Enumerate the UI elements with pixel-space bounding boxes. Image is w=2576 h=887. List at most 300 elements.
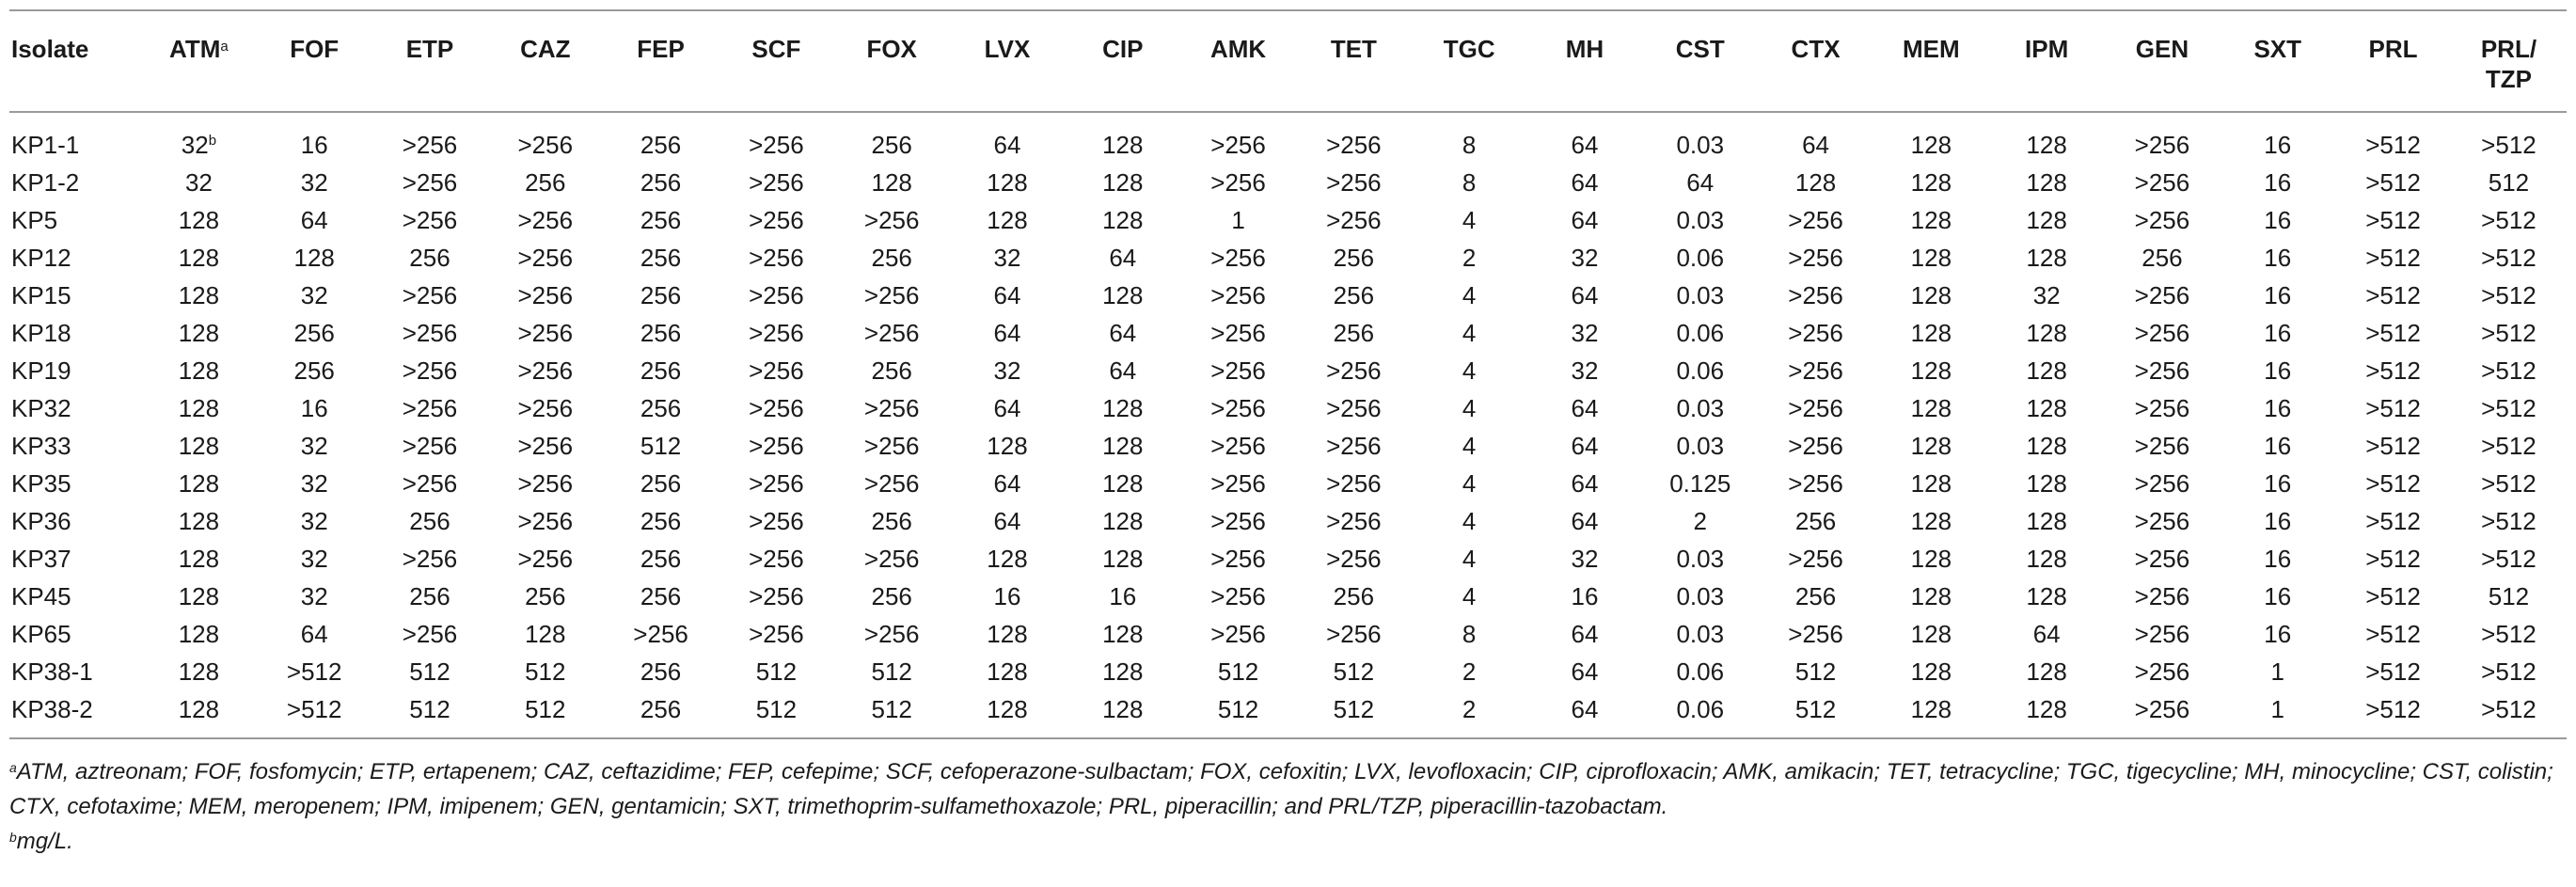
mic-value-cell (1412, 578, 1527, 615)
mic-value: 512 (1217, 657, 1259, 686)
mic-value-cell (487, 653, 603, 690)
mic-value-cell (719, 201, 834, 239)
mic-value: >256 (2134, 131, 2190, 159)
mic-value: 128 (178, 507, 220, 535)
mic-value-cell (2335, 615, 2451, 653)
mic-value: 128 (1910, 394, 1952, 422)
mic-value-cell (1180, 427, 1296, 465)
mic-value-cell (2335, 578, 2451, 615)
mic-value-cell (950, 389, 1066, 427)
mic-value-cell (603, 653, 719, 690)
mic-value: >256 (863, 545, 920, 573)
mic-value-cell (1065, 578, 1180, 615)
column-header-label: CIP (1102, 35, 1144, 63)
mic-value: 128 (1102, 432, 1144, 460)
mic-value: 256 (640, 582, 682, 610)
column-header-tet (1296, 10, 1412, 112)
mic-value: 1 (2270, 695, 2284, 723)
mic-value-cell (1412, 615, 1527, 653)
mic-value-cell (487, 690, 603, 737)
mic-value: >256 (1210, 244, 1266, 272)
mic-value-cell (719, 578, 834, 615)
table-row (9, 690, 2567, 737)
mic-value: 0.03 (1676, 206, 1725, 234)
mic-value-cell (487, 277, 603, 314)
mic-value-cell (141, 690, 257, 737)
mic-value: 128 (987, 432, 1028, 460)
mic-value-cell (1065, 427, 1180, 465)
mic-value-cell (2335, 277, 2451, 314)
column-header-label: AMK (1209, 35, 1267, 63)
mic-value: 128 (178, 319, 220, 347)
mic-value: 128 (1910, 507, 1952, 535)
mic-value: >256 (402, 469, 458, 498)
mic-value: >256 (2134, 356, 2190, 385)
mic-value-cell (1642, 112, 1758, 164)
mic-value-cell (487, 389, 603, 427)
mic-value: 64 (1109, 319, 1137, 347)
mic-value-cell (834, 540, 950, 578)
mic-value: >512 (2365, 620, 2421, 648)
mic-value-cell (1180, 578, 1296, 615)
table-row (9, 239, 2567, 277)
mic-value: 128 (1102, 695, 1144, 723)
mic-value: >256 (402, 319, 458, 347)
mic-value-cell (1065, 201, 1180, 239)
mic-value-cell (2451, 112, 2567, 164)
mic-value-cell (372, 201, 488, 239)
mic-value: >256 (402, 356, 458, 385)
mic-value: 128 (178, 657, 220, 686)
mic-value: 128 (178, 432, 220, 460)
mic-value-cell (1180, 615, 1296, 653)
mic-value: 128 (178, 394, 220, 422)
mic-value-cell (1180, 314, 1296, 352)
mic-value: >512 (2481, 394, 2536, 422)
mic-value: >256 (2134, 394, 2190, 422)
mic-value-cell (1065, 615, 1180, 653)
table-row (9, 112, 2567, 164)
mic-value-cell (372, 615, 488, 653)
mic-value: 256 (409, 507, 450, 535)
isolate-cell: KP65 (11, 620, 71, 648)
mic-value-cell (257, 239, 372, 277)
column-header-fep (603, 10, 719, 112)
mic-value: 32 (181, 131, 209, 159)
mic-value: 4 (1462, 356, 1477, 385)
mic-value: >512 (2365, 469, 2421, 498)
mic-value-cell (1758, 314, 1873, 352)
mic-value-cell (1873, 112, 1989, 164)
mic-value-cell (141, 164, 257, 201)
mic-value: >256 (1788, 620, 1843, 648)
mic-value: 256 (2141, 244, 2183, 272)
mic-value: 0.03 (1676, 432, 1725, 460)
mic-value: 256 (1333, 582, 1375, 610)
mic-value-cell (950, 615, 1066, 653)
mic-value: >256 (863, 432, 920, 460)
mic-value-cell (487, 427, 603, 465)
mic-value-cell (950, 201, 1066, 239)
mic-value-cell (257, 112, 372, 164)
mic-value-cell (487, 615, 603, 653)
mic-value-cell (141, 314, 257, 352)
mic-value-cell (257, 690, 372, 737)
mic-value-cell (2335, 201, 2451, 239)
mic-value-cell (1412, 653, 1527, 690)
mic-value: 512 (409, 695, 450, 723)
mic-value: 256 (640, 244, 682, 272)
mic-value: 128 (525, 620, 566, 648)
column-header-label: FOF (290, 35, 340, 63)
mic-value: >256 (1210, 582, 1266, 610)
column-header-label: FEP (637, 35, 685, 63)
mic-value-cell (834, 112, 950, 164)
mic-value-cell (372, 389, 488, 427)
mic-value: 512 (871, 695, 912, 723)
mic-value-cell (834, 578, 950, 615)
mic-value: >512 (2481, 545, 2536, 573)
mic-value-cell (1989, 578, 2105, 615)
mic-value: >512 (286, 695, 342, 723)
mic-value: 128 (178, 695, 220, 723)
mic-value: 16 (2264, 507, 2292, 535)
mic-value: 16 (2264, 620, 2292, 648)
mic-value: 16 (993, 582, 1021, 610)
mic-value-cell (950, 239, 1066, 277)
mic-value-cell (257, 389, 372, 427)
footnote-a-text: ATM, aztreonam; FOF, fosfomycin; ETP, ertapenem; CAZ, ceftazidime; FEP, cefepime; SCF, cefoperazone-sulbactam; FOX, cefoxitin; LVX, levofloxacin; CIP, ciprofloxacin; AMK, amikacin; TET, tetracycline; TGC, tigecycline; MH, minocycline; CST, colistin; CTX, cefotaxime; MEM, meropenem; IPM, imipenem; GEN, gentamicin; SXT, trimethoprim-sulfamethoxazole; PRL, piperacillin; and PRL/TZP, piperacillin-tazobactam. (9, 759, 2553, 819)
mic-value-cell (2451, 615, 2567, 653)
mic-value-cell (1296, 314, 1412, 352)
mic-value: 128 (1102, 545, 1144, 573)
mic-value: 256 (1333, 281, 1375, 309)
mic-value: 128 (987, 168, 1028, 197)
isolate-cell: KP38-1 (11, 657, 93, 686)
mic-value: 1 (1231, 206, 1245, 234)
mic-value-cell (1989, 465, 2105, 502)
mic-value: >256 (2134, 206, 2190, 234)
mic-value-cell (1642, 690, 1758, 737)
mic-value: 256 (525, 582, 566, 610)
mic-value-cell (2451, 314, 2567, 352)
mic-value-cell (834, 653, 950, 690)
mic-value: 128 (2026, 582, 2067, 610)
mic-value: 4 (1462, 507, 1477, 535)
mic-value-cell (1873, 164, 1989, 201)
mic-value: 32 (2032, 281, 2061, 309)
mic-value-cell (1873, 201, 1989, 239)
mic-value-cell (487, 164, 603, 201)
mic-value: 32 (993, 244, 1021, 272)
mic-value: >512 (2481, 469, 2536, 498)
mic-value-cell (1296, 164, 1412, 201)
mic-value: 32 (184, 168, 213, 197)
mic-value-cell (1527, 540, 1643, 578)
mic-value-cell (1527, 690, 1643, 737)
mic-value: >512 (2481, 507, 2536, 535)
footnote-a-mark: a (9, 760, 17, 775)
column-header-label: TET (1330, 35, 1377, 63)
mic-value-cell (719, 389, 834, 427)
mic-value-cell (603, 314, 719, 352)
mic-value: 32 (993, 356, 1021, 385)
mic-value-cell (1758, 653, 1873, 690)
mic-value: 512 (525, 657, 566, 686)
mic-value: 64 (993, 281, 1021, 309)
mic-value: 512 (1333, 657, 1375, 686)
footnote-b (9, 824, 2567, 859)
mic-value-cell (2105, 427, 2220, 465)
mic-value-cell (1065, 314, 1180, 352)
mic-value: 512 (2488, 168, 2530, 197)
mic-value: >256 (1210, 620, 1266, 648)
mic-value-cell (257, 540, 372, 578)
column-header-fox (834, 10, 950, 112)
mic-value-cell (603, 164, 719, 201)
mic-value-cell (1527, 502, 1643, 540)
mic-value: 512 (640, 432, 682, 460)
mic-value-cell (1527, 314, 1643, 352)
mic-value: 128 (871, 168, 912, 197)
mic-value-cell (603, 427, 719, 465)
column-header-tgc (1412, 10, 1527, 112)
mic-value-cell (603, 112, 719, 164)
column-header-label: TGC (1443, 35, 1495, 63)
mic-value-cell (719, 112, 834, 164)
mic-value-cell (834, 389, 950, 427)
mic-value: 512 (1217, 695, 1259, 723)
mic-value-cell (141, 465, 257, 502)
mic-value: >256 (2134, 432, 2190, 460)
mic-value: 0.06 (1676, 657, 1725, 686)
mic-value-cell (834, 164, 950, 201)
mic-value-cell (487, 502, 603, 540)
mic-value-cell (719, 164, 834, 201)
mic-value-cell (257, 352, 372, 389)
mic-value: 64 (2032, 620, 2061, 648)
mic-value-cell (1412, 427, 1527, 465)
mic-value-cell (487, 239, 603, 277)
mic-value: >256 (1210, 319, 1266, 347)
mic-value: 64 (1571, 281, 1599, 309)
mic-value-cell (1065, 465, 1180, 502)
mic-value: 64 (1571, 131, 1599, 159)
mic-value-cell (1412, 540, 1527, 578)
mic-value-cell (1180, 112, 1296, 164)
column-header-cip (1065, 10, 1180, 112)
table-row (9, 389, 2567, 427)
mic-value: >256 (863, 319, 920, 347)
mic-value-cell (372, 540, 488, 578)
mic-value: 128 (987, 695, 1028, 723)
mic-value: >512 (2365, 131, 2421, 159)
mic-value: 32 (300, 507, 328, 535)
mic-value-cell (834, 465, 950, 502)
mic-value-cell (2335, 540, 2451, 578)
mic-value: 32 (300, 582, 328, 610)
isolate-cell: KP38-2 (11, 695, 93, 723)
mic-value: 128 (2026, 131, 2067, 159)
mic-value-cell (834, 427, 950, 465)
mic-value: 512 (755, 657, 798, 686)
table-row (9, 615, 2567, 653)
mic-value-cell (141, 112, 257, 164)
mic-value-cell (141, 277, 257, 314)
isolate-cell: KP45 (11, 582, 71, 610)
mic-value-cell (1412, 389, 1527, 427)
mic-value: 128 (1910, 244, 1952, 272)
mic-value-cell (257, 653, 372, 690)
mic-value: 256 (640, 131, 682, 159)
mic-value-cell (1642, 615, 1758, 653)
mic-value: 128 (2026, 168, 2067, 197)
mic-value-cell (257, 277, 372, 314)
mic-value: 2 (1462, 695, 1477, 723)
mic-value: 256 (640, 281, 682, 309)
mic-value: 4 (1462, 206, 1477, 234)
mic-value-cell (1180, 164, 1296, 201)
mic-value: >256 (633, 620, 688, 648)
mic-value: 512 (2488, 582, 2530, 610)
mic-value-cell (2335, 112, 2451, 164)
isolate-cell: KP33 (11, 432, 71, 460)
mic-value-cell (1180, 465, 1296, 502)
mic-value-cell (1758, 389, 1873, 427)
mic-value: 0.06 (1676, 695, 1725, 723)
mic-value-cell (1989, 352, 2105, 389)
mic-value-cell (1989, 690, 2105, 737)
mic-value-cell (2220, 201, 2335, 239)
mic-value-cell (1642, 578, 1758, 615)
mic-value-cell (719, 690, 834, 737)
mic-value-cell (2220, 578, 2335, 615)
mic-value: 16 (2264, 281, 2292, 309)
mic-value: 16 (2264, 469, 2292, 498)
mic-value-cell (1873, 615, 1989, 653)
mic-value-cell (1527, 239, 1643, 277)
mic-value-cell (1296, 201, 1412, 239)
mic-value-cell (603, 239, 719, 277)
mic-value: >256 (2134, 319, 2190, 347)
mic-value: >256 (402, 620, 458, 648)
mic-value-cell (1527, 201, 1643, 239)
mic-value-cell (1180, 690, 1296, 737)
mic-value-cell (834, 615, 950, 653)
mic-value-cell (2451, 277, 2567, 314)
mic-value-cell (1758, 502, 1873, 540)
mic-value-cell (2451, 578, 2567, 615)
mic-value-cell (1180, 540, 1296, 578)
mic-value: 256 (640, 695, 682, 723)
mic-value-cell (372, 239, 488, 277)
mic-value-cell (834, 277, 950, 314)
mic-value: >512 (2365, 319, 2421, 347)
mic-value-cell (1642, 502, 1758, 540)
mic-value-cell (603, 615, 719, 653)
column-header-mh (1527, 10, 1643, 112)
mic-value: 256 (640, 319, 682, 347)
mic-value-cell (2335, 239, 2451, 277)
mic-value: 0.03 (1676, 582, 1725, 610)
mic-value: >256 (1788, 319, 1843, 347)
mic-value: >256 (863, 281, 920, 309)
mic-value: >512 (2481, 695, 2536, 723)
mic-value: 128 (1102, 507, 1144, 535)
table-row (9, 578, 2567, 615)
mic-value-cell (950, 314, 1066, 352)
mic-value: 32 (1571, 319, 1599, 347)
mic-value-cell (1180, 653, 1296, 690)
mic-value: >512 (2481, 206, 2536, 234)
mic-value-cell (1296, 615, 1412, 653)
mic-value-cell (603, 201, 719, 239)
mic-value: >256 (402, 206, 458, 234)
mic-value-cell (1296, 540, 1412, 578)
isolate-cell: KP18 (11, 319, 71, 347)
mic-value: 128 (1102, 657, 1144, 686)
mic-value-cell (1642, 465, 1758, 502)
mic-value: 64 (1571, 507, 1599, 535)
mic-value: 256 (871, 356, 912, 385)
mic-value: 128 (1910, 168, 1952, 197)
mic-value: >512 (2481, 620, 2536, 648)
mic-value-cell (950, 427, 1066, 465)
mic-value: 16 (300, 394, 328, 422)
mic-value-cell (2220, 465, 2335, 502)
mic-value: >256 (749, 244, 804, 272)
column-header-mem (1873, 10, 1989, 112)
mic-value: 256 (640, 507, 682, 535)
table-row (9, 540, 2567, 578)
mic-value: >512 (2365, 244, 2421, 272)
mic-value: >256 (517, 432, 574, 460)
mic-value-cell (603, 540, 719, 578)
column-header-label: CAZ (520, 35, 571, 63)
mic-table (9, 9, 2567, 737)
mic-value: >256 (1326, 356, 1382, 385)
mic-value: 128 (1910, 281, 1952, 309)
mic-value-cell (1642, 164, 1758, 201)
mic-value-cell (1758, 112, 1873, 164)
mic-value-cell (1296, 690, 1412, 737)
column-header-lvx (950, 10, 1066, 112)
mic-value: >512 (2365, 657, 2421, 686)
mic-value-cell (2220, 690, 2335, 737)
mic-value-cell (719, 352, 834, 389)
mic-value-cell (1296, 277, 1412, 314)
mic-value: >256 (749, 319, 804, 347)
mic-value-cell (2105, 690, 2220, 737)
mic-value: >256 (863, 394, 920, 422)
mic-value: 0.03 (1676, 281, 1725, 309)
mic-value-cell (2335, 465, 2451, 502)
column-header-fof (257, 10, 372, 112)
mic-value: >256 (1210, 168, 1266, 197)
mic-value: 256 (871, 582, 912, 610)
mic-value-cell (1873, 427, 1989, 465)
mic-value: 512 (1794, 695, 1837, 723)
mic-value: 128 (987, 206, 1028, 234)
isolate-cell: KP15 (11, 281, 71, 309)
mic-value-cell (950, 502, 1066, 540)
mic-value-cell (1642, 352, 1758, 389)
mic-value: 2 (1693, 507, 1707, 535)
footnote-a (9, 754, 2567, 824)
mic-value: 0.125 (1669, 469, 1731, 498)
column-header-label: FOX (866, 35, 917, 63)
mic-value-cell (1873, 277, 1989, 314)
